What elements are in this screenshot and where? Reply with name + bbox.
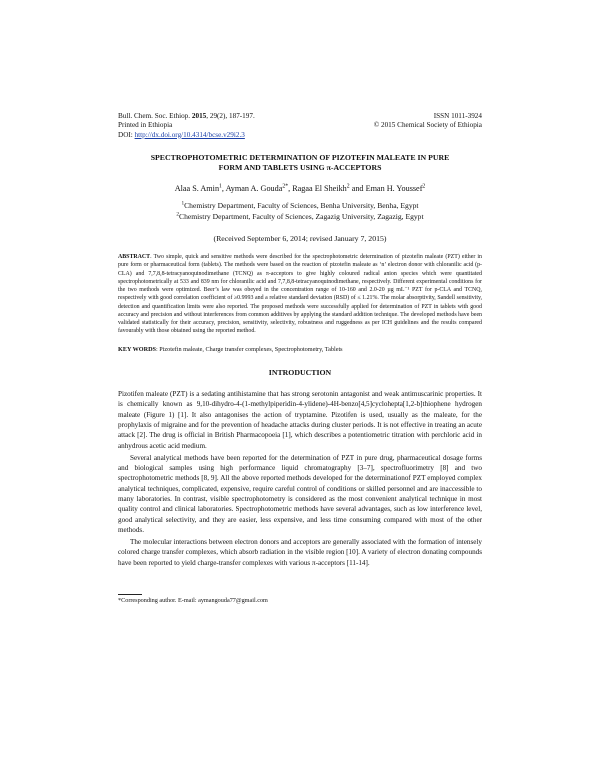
introduction-body [118, 389, 482, 569]
issn-block [374, 112, 482, 131]
abstract-label: ABSTRACT [118, 254, 151, 260]
paper-title: SPECTROPHOTOMETRIC DETERMINATION OF PIZOTEFIN MALEATE IN PURE FORM AND TABLETS USING π-ACCEPTORS [150, 153, 450, 172]
keywords-label: KEY WORDS [118, 346, 156, 353]
footnote-divider [118, 594, 142, 595]
author-list: Alaa S. Amin$^1$, Ayman A. Gouda$^{2*}$, Ragaa El Sheikh$^2$ and Eman H. Youssef$^2$ [174, 183, 426, 193]
abstract [118, 253, 482, 336]
issn: ISSN 1011-3924 [433, 112, 482, 120]
paragraph: The molecular interactions between electron donors and acceptors are generally associated with the formation of intensely colored charge transfer complexes, which absorb radiation in the visible region [10]. A variety of electron donating compounds have been reported to yield charge-transfer complexes with various π-acceptors [11-14]. [118, 537, 482, 567]
author: Eman H. Youssef [365, 184, 423, 193]
received-dates: (Received September 6, 2014; revised January 7, 2015) [213, 234, 387, 243]
section-heading-introduction: INTRODUCTION [268, 368, 332, 377]
printed-line: Printed in Ethiopia [118, 121, 173, 130]
journal-header [118, 112, 255, 140]
affiliation: $^1$Chemistry Department, Faculty of Sciences, Benha University, Benha, Egypt [181, 200, 419, 210]
keywords-text: : Pizotefin maleate, Charge transfer complexes, Spectrophotometry, Tablets [156, 346, 343, 353]
author: Alaa S. Amin [174, 184, 220, 193]
copyright: © 2015 Chemical Society of Ethiopia [373, 121, 482, 130]
paragraph: Several analytical methods have been reported for the determination of PZT in pure drug, pharmaceutical dosage forms and biological samples using high performance liquid chromatography [3–7], spectrofluorimetry [8] and two spectrophotometric methods [8, 9]. All the above reported methods developed for the determinationof PZT employed complex analytical techniques, complicated, expensive, require careful control of conditions or skilled personnel and are inaccessible to many laboratories. In contrast, visible spectrophotometry is considered as the most convenient analytical technique in most quality control and clinical laboratories. Spectrophotometric methods have several advantages, such as low interference level, good analytical selectivity, and they are easier, less expensive, and less time consuming compared with most of the other methods. [118, 453, 482, 534]
year: 2015 [191, 112, 207, 120]
keywords [118, 346, 482, 354]
corresponding-author-footnote: *Corresponding author. E-mail: aymangouda77@gmail.com [118, 597, 268, 604]
citation-line: Bull. Chem. Soc. Ethiop. 2015, 29(2), 187-197. [118, 112, 255, 120]
paragraph: Pizotifen maleate (PZT) is a sedating antihistamine that has strong serotonin antagonist and weak antimuscarinic properties. It is chemically known as 9,10-dihydro-4-(1-methylpiperidin-4-ylidene)-4H-benzo[4,5]cyclohepta[1,2-b]thiophene hydrogen maleate (Figure 1) [1]. It also antagonises the action of tryptamine. Pizotifen is used, usually as the maleate, for the prophylaxis of migraine and for the prevention of headache attacks during cluster periods. It is not effective in treating an acute attack [2]. The drug is official in British Pharmacopoeia [1], which describes a potentiometric titration with perchloric acid in anhydrous acetic acid medium. [118, 390, 482, 450]
author: Ayman A. Gouda [225, 184, 283, 193]
doi-line: DOI: http://dx.doi.org/10.4314/bcse.v29i2.3 [118, 130, 245, 139]
author: Ragaa El Sheikh [292, 184, 347, 193]
affiliations [118, 201, 482, 222]
affiliation: $^2$Chemistry Department, Faculty of Sciences, Zagazig University, Zagazig, Egypt [176, 210, 424, 221]
abstract-text: . Two simple, quick and sensitive methods were described for the spectrophotometric determination of pizotefin maleate (PZT) either in pure form or pharmaceutical form (tablets). The methods were based on the reaction of pizotefin maleate as ‘n’ electron donor with chloranilic acid (p-CLA) and 7,7,8,8-tetracyanoquinodimethane (TCNQ) as π-acceptors to give highly coloured radical anion species which were quantitated spectrophotometrically at 533 and 839 nm for chloranilic acid and 7,7,8,8-tetracyanoquinodimethane, respectively. Different experimental conditions for the two methods were optimized. Beer’s law was obeyed in the concentration range of 10-160 and 2.0-20 µg mL⁻¹ PZT for p-CLA and TCNQ, respectively with good correlation coefficient of ≥0.9993 and a relative standard deviation (RSD) of ≤ 1.21%. The molar absorptivity, Sandell sensitivity, detection and quantification limits were also reported. The proposed methods were successfully applied for determination of PZT in tablets with good accuracy and precision and without interferences from common additives by applying the standard addition technique. The developed methods have been validated statistically for their accuracy, precision, sensitivity, selectivity, robustness and ruggedness as per ICH guidelines and the results compared favourably with those obtained using the reported method. [118, 254, 482, 335]
doi-link[interactable]: http://dx.doi.org/10.4314/bcse.v29i2.3 [134, 130, 245, 139]
